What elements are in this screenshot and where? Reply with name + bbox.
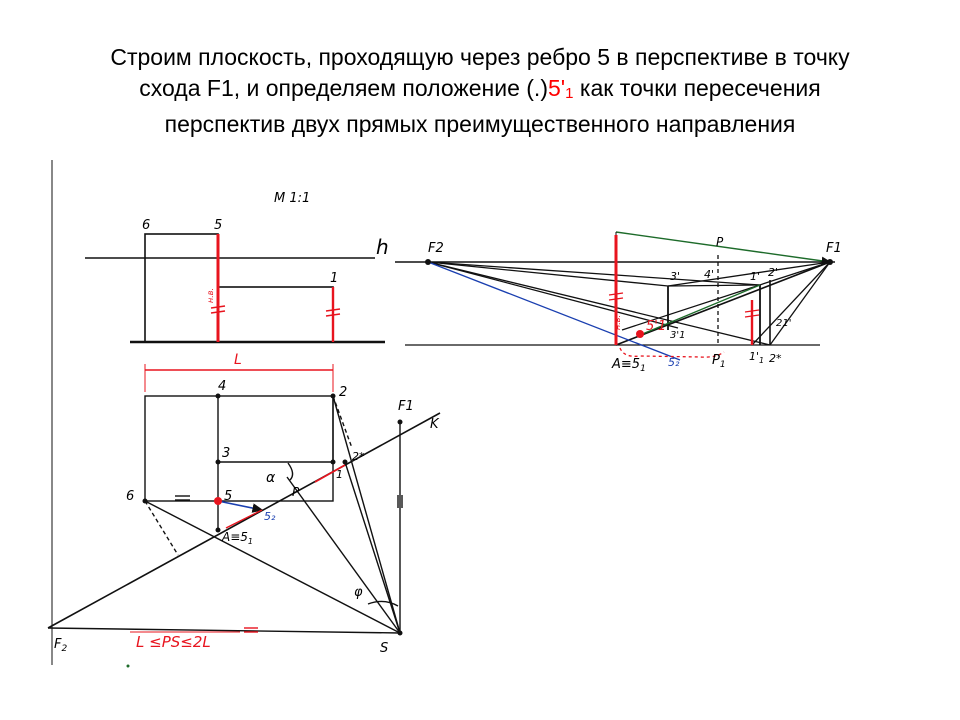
label-L: L: [234, 352, 242, 368]
condition-label: L ≤PS≤2L: [136, 633, 211, 651]
line-F1-to-3p: [668, 262, 830, 286]
label-5prime1-red: 5'1: [646, 319, 667, 334]
label-21prime: 21': [776, 318, 792, 329]
plan-point-A: [216, 528, 221, 533]
dashed-2-to-2star: [333, 396, 352, 448]
plan-label-A: [221, 530, 253, 546]
plan-label-4: 4: [218, 379, 227, 394]
title-red-sub: 1: [565, 85, 574, 102]
label-2star: 2*: [769, 352, 782, 365]
front-label-5: 5: [214, 218, 223, 233]
plan-label-alpha: α: [266, 470, 276, 486]
label-3prime: 3': [670, 270, 681, 283]
plan-point-2: [331, 394, 336, 399]
plan-point-1: [331, 460, 336, 465]
perspective-view: [395, 232, 835, 360]
front-true-length-label: н.в.: [206, 287, 215, 303]
top-edge-3-1: [668, 285, 760, 286]
alpha-arc: [288, 463, 293, 480]
plan-label-F2: [54, 637, 67, 654]
title-line-2-start: схода F1, и определяем положение (.): [139, 75, 548, 101]
plan-label-F1: F1: [398, 399, 414, 414]
scale-label: М 1:1: [274, 191, 311, 206]
plan-label-S: S: [380, 641, 389, 656]
plan-point-S: [398, 631, 403, 636]
plan-label-6: 6: [126, 489, 135, 504]
stray-dot: [127, 665, 130, 668]
point-5prime1: [636, 330, 644, 338]
plan-label-52: 5₂: [264, 510, 276, 523]
label-2prime: 2': [768, 266, 779, 279]
F1-point: [827, 259, 833, 265]
title-red-label: 5': [547, 75, 566, 101]
ray-S-to-2star: [345, 462, 400, 633]
P-top-label: P: [716, 235, 724, 249]
ray-S-to-2: [333, 396, 400, 633]
plan-label-3: 3: [222, 446, 231, 461]
plan-point-5: [214, 497, 222, 505]
F2-point: [425, 259, 431, 265]
label-31prime: 3'1: [670, 330, 686, 341]
phi-arc: [368, 601, 398, 606]
line-F2-to-31: [428, 262, 681, 328]
plan-label-P: P: [292, 485, 300, 499]
plan-outline: [145, 396, 333, 501]
plan-point-6: [143, 499, 148, 504]
label-A-eq-51: [611, 357, 646, 374]
plan-label-F2-main: F: [54, 637, 62, 652]
title-line-2-end: как точки пересечения: [573, 75, 821, 101]
front-label-6: 6: [142, 218, 151, 233]
plan-label-A-sub: 1: [247, 537, 253, 546]
plan-point-F1: [398, 420, 403, 425]
plan-label-5: 5: [224, 489, 233, 504]
plan-label-A-main: A≡5: [222, 530, 248, 544]
plan-label-F2-sub: 2: [61, 644, 68, 654]
plan-label-2star: 2*: [352, 450, 365, 463]
plan-label-2: 2: [339, 385, 348, 400]
front-label-1: 1: [330, 271, 339, 286]
plan-label-1: 1: [336, 468, 343, 481]
line-F2-to-3p: [428, 262, 668, 286]
plan-label-K: K: [430, 417, 439, 432]
label-52-blue: 5₂: [668, 356, 680, 369]
persp-true-length-label: н.в.: [613, 314, 622, 330]
label-A-eq-5: A≡5: [612, 357, 641, 372]
front-tick-d: [326, 314, 340, 316]
front-tick-c: [326, 309, 340, 311]
front-low-block: [218, 287, 333, 342]
label-1prime: 1': [750, 270, 761, 283]
label-P1-sub: 1: [719, 360, 726, 370]
title-line-3: перспектив двух прямых преимущественного направления: [164, 111, 796, 137]
F1-top-label: F1: [826, 241, 842, 256]
plan-point-3: [216, 460, 221, 465]
title-line-1: Строим плоскость, проходящую через ребро 5 в перспективе в точку: [110, 44, 850, 70]
horizon-label-h: h: [376, 235, 389, 259]
plan-point-4: [216, 394, 221, 399]
label-P1-main: P: [712, 353, 720, 368]
label-P1: [712, 353, 726, 370]
plan-view: [48, 364, 440, 633]
front-tick-b: [211, 311, 225, 313]
ray-S-to-P: [287, 477, 400, 633]
label-11prime-sub: 1: [759, 356, 765, 365]
picture-plane-trace-K: [48, 413, 440, 628]
plan-label-phi: φ: [354, 585, 363, 600]
label-11prime: [749, 350, 764, 365]
label-11prime-main: 1': [749, 350, 760, 363]
plan-point-2star: [343, 460, 348, 465]
front-tick-a: [211, 306, 225, 308]
label-4prime: 4': [704, 268, 715, 281]
F2-top-label: F2: [428, 241, 444, 256]
label-A-sub: 1: [640, 364, 646, 374]
red-segment-A-to-52: [226, 510, 262, 528]
